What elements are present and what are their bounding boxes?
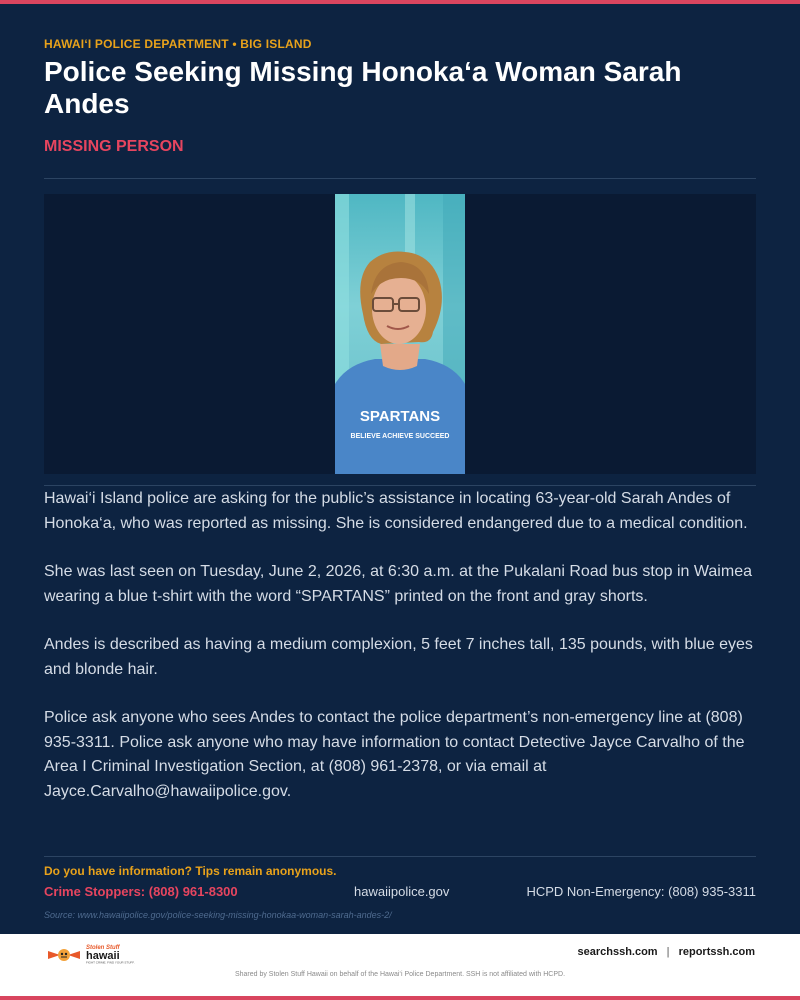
- footer-links: [577, 946, 755, 958]
- stolen-stuff-hawaii-logo: [46, 942, 156, 964]
- disclaimer: Shared by Stolen Stuff Hawaii on behalf of the Hawai‘i Police Department. SSH is not affiliated with HCPD.: [234, 971, 566, 978]
- divider: [44, 485, 756, 486]
- divider: [44, 856, 756, 857]
- link-separator: |: [666, 946, 670, 958]
- logo-top-text: Stolen Stuff: [86, 945, 120, 951]
- divider: [44, 178, 756, 179]
- body-paragraph: She was last seen on Tuesday, June 2, 2026, at 6:30 a.m. at the Pukalani Road bus stop in Waimea wearing a blue t-shirt with the word “SPARTANS” printed on the front and gray shorts.: [44, 563, 752, 605]
- tips-note: Do you have information? Tips remain anonymous.: [44, 864, 337, 878]
- crime-stoppers-phone[interactable]: Crime Stoppers: (808) 961-8300: [44, 884, 238, 899]
- website-link[interactable]: hawaiipolice.gov: [354, 884, 450, 899]
- headline: Police Seeking Missing Honoka‘a Woman Sarah Andes: [44, 56, 682, 119]
- logo-main-text: hawaii: [86, 950, 120, 962]
- body-paragraph: Hawai‘i Island police are asking for the public’s assistance in locating 63-year-old Sarah Andes of Honoka‘a, who was reported as missing. She is considered endangered due to a medical condition.: [44, 490, 748, 532]
- bottom-accent-bar: [0, 996, 800, 1000]
- photo-panel: [44, 194, 756, 474]
- logo-tagline: FIGHT CRIME. FIND YOUR STUFF.: [86, 960, 135, 964]
- shirt-slogan: BELIEVE ACHIEVE SUCCEED: [350, 433, 450, 440]
- searchssh-link[interactable]: searchssh.com: [577, 946, 658, 958]
- source-link[interactable]: Source: www.hawaiipolice.gov/police-seeking-missing-honokaa-woman-sarah-andes-2/: [44, 910, 392, 920]
- body-paragraph: Police ask anyone who sees Andes to contact the police department’s non-emergency line at (808) 935-3311. Police ask anyone who may have information to contact Detective Jayce Carvalho of the Area I Criminal Investigation Section, at (808) 961-2378, or via email at Jayce.Carvalho@hawaiipolice.gov.: [44, 709, 745, 800]
- non-emergency-phone[interactable]: HCPD Non-Emergency: (808) 935-3311: [526, 884, 756, 899]
- footer: [0, 934, 800, 996]
- shirt-print: SPARTANS: [359, 408, 441, 425]
- reportssh-link[interactable]: reportssh.com: [678, 946, 755, 958]
- article-body: [44, 487, 756, 828]
- category-label: MISSING PERSON: [44, 138, 184, 155]
- top-accent-bar: [0, 0, 800, 4]
- contact-row: [44, 884, 756, 902]
- body-paragraph: Andes is described as having a medium complexion, 5 feet 7 inches tall, 135 pounds, with blue eyes and blonde hair.: [44, 636, 753, 678]
- missing-person-photo: [335, 194, 465, 474]
- person-illustration: [335, 194, 465, 474]
- kicker: HAWAI‘I POLICE DEPARTMENT • BIG ISLAND: [44, 37, 312, 51]
